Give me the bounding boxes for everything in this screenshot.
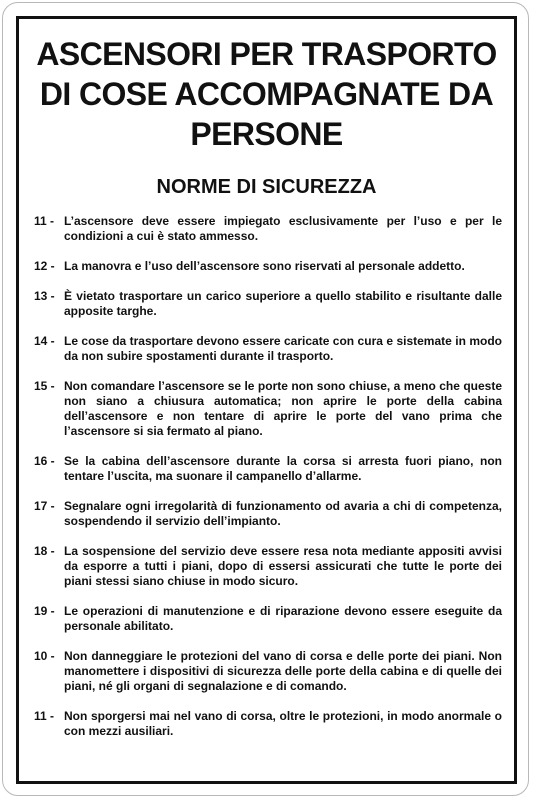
rule-number: 17 -: [34, 499, 55, 513]
rule-item: [34, 649, 502, 694]
rule-text: Le cose da trasportare devono essere caricate con cura e sistemate in modo da non subire spostamenti durante il trasporto.: [64, 334, 502, 363]
rule-item: [34, 334, 502, 364]
rule-text: È vietato trasportare un carico superiore a quello stabilito e risultante dalle apposite targhe.: [64, 289, 502, 318]
rule-number: 11 -: [34, 214, 55, 228]
rule-item: [34, 604, 502, 634]
rule-item: [34, 709, 502, 739]
rule-text: La manovra e l’uso dell’ascensore sono riservati al personale addetto.: [64, 259, 465, 273]
rule-number: 14 -: [34, 334, 55, 348]
rule-number: 18 -: [34, 544, 55, 558]
rule-number: 19 -: [34, 604, 55, 618]
rule-text: Non danneggiare le protezioni del vano di corsa e delle porte dei piani. Non manomettere i dispositivi di sicurezza delle porte della cabina e di quelle dei piani, né gli organi di segnalazione e di comando.: [64, 649, 502, 693]
rule-number: 12 -: [34, 259, 55, 273]
rule-text: L’ascensore deve essere impiegato esclusivamente per l’uso e per le condizioni a cui è stato ammesso.: [64, 214, 502, 243]
rule-number: 11 -: [34, 709, 55, 723]
rule-item: [34, 454, 502, 484]
rule-item: [34, 214, 502, 244]
sign-title: ASCENSORI PER TRASPORTO DI COSE ACCOMPAGNATE DA PERSONE: [36, 36, 497, 152]
rule-text: Non comandare l’ascensore se le porte non sono chiuse, a meno che queste non siano a chiusura automatica; non aprire le porte della cabina dell’ascensore e non tentare di aprire le porte del vano prima che l’ascensore si sia fermato al piano.: [64, 379, 502, 438]
rule-text: La sospensione del servizio deve essere resa nota mediante appositi avvisi da esporre a tutti i piani, dopo di essersi assicurati che tutte le porte dei piani stessi siano chiuse in modo sicuro.: [64, 544, 502, 588]
rule-number: 15 -: [34, 379, 55, 393]
rule-text: Non sporgersi mai nel vano di corsa, oltre le protezioni, in modo anormale o con mezzi ausiliari.: [64, 709, 502, 738]
rules-list: [34, 214, 502, 754]
rule-number: 16 -: [34, 454, 55, 468]
sign-subtitle: NORME DI SICUREZZA: [156, 176, 377, 198]
rule-item: [34, 289, 502, 319]
rule-number: 10 -: [34, 649, 55, 663]
rule-item: [34, 499, 502, 529]
rule-text: Segnalare ogni irregolarità di funzionamento od avaria a chi di competenza, sospendendo il servizio dell’impianto.: [64, 499, 502, 528]
rule-number: 13 -: [34, 289, 55, 303]
rule-item: [34, 379, 502, 439]
rule-item: [34, 544, 502, 589]
rule-text: Le operazioni di manutenzione e di riparazione devono essere eseguite da personale abilitato.: [64, 604, 502, 633]
rule-text: Se la cabina dell’ascensore durante la corsa si arresta fuori piano, non tentare l’uscita, ma suonare il campanello d’allarme.: [64, 454, 502, 483]
rule-item: [34, 259, 502, 274]
